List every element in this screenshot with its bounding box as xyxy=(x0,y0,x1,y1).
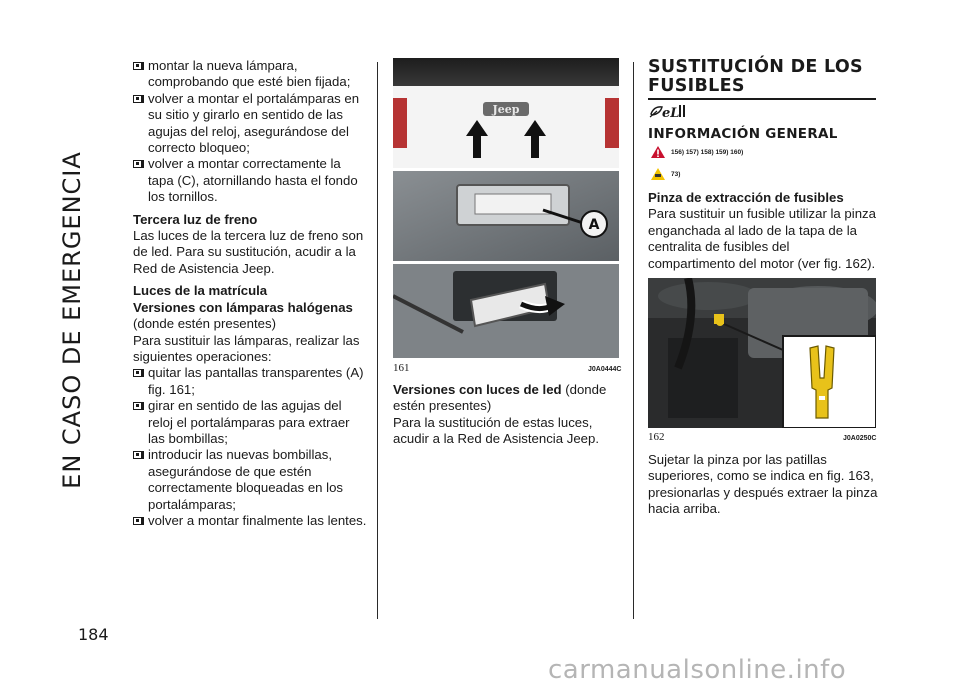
section-title: SUSTITUCIÓN DE LOS FUSIBLES xyxy=(648,58,876,100)
column-3-final-text xyxy=(648,452,878,518)
callout-a-label: A xyxy=(588,217,600,233)
figure-162-photo xyxy=(648,278,876,428)
bullet-icon xyxy=(133,517,144,525)
plate-light-heading: Luces de la matrícula xyxy=(133,283,268,299)
subsection-title: INFORMACIÓN GENERAL xyxy=(648,126,838,142)
figure-162-number: 162 xyxy=(648,431,665,443)
warning-triangle-icon xyxy=(651,146,665,158)
jeep-emblem: Jeep xyxy=(492,103,520,116)
brake-light-heading: Tercera luz de freno xyxy=(133,211,258,227)
list-item: volver a montar correctamente la tapa (C), atornillando hasta el fondo los tornillos. xyxy=(133,156,367,205)
bullet-icon xyxy=(133,160,144,168)
column-1 xyxy=(133,58,367,529)
bullet-icon xyxy=(133,451,144,459)
led-text: Para la sustitución de estas luces, acudir a la Red de Asistencia Jeep. xyxy=(393,414,599,447)
list-item: introducir las nuevas bombillas, asegurándose de que estén correctamente bloqueadas en los portalámparas; xyxy=(133,447,367,513)
bullet-icon xyxy=(133,369,144,377)
halogen-heading: Versiones con lámparas halógenas xyxy=(133,299,353,315)
caution-triangle-icon xyxy=(651,168,665,180)
eco-icon xyxy=(648,102,688,120)
list-item: volver a montar finalmente las lentes. xyxy=(133,513,367,529)
column-divider xyxy=(633,62,634,619)
watermark: carmanualsonline.info xyxy=(548,655,847,685)
figure-161-number: 161 xyxy=(393,362,410,374)
pinza-text: Para sustituir un fusible utilizar la pinza enganchada al lado de la tapa de la centralita de fusibles del compartimento del motor (ver fig. 162). xyxy=(648,206,876,271)
figure-161-photo xyxy=(393,58,619,358)
column-3-text xyxy=(648,190,878,272)
figure-161-code: J0A0444C xyxy=(588,366,622,373)
list-item: volver a montar el portalámparas en su sitio y girarlo en sentido de las agujas del reloj, asegurándose del correcto bloqueo; xyxy=(133,91,367,157)
figure-162-code: J0A0250C xyxy=(843,435,877,442)
warning-refs-row xyxy=(651,146,743,158)
list-item: montar la nueva lámpara, comprobando que esté bien fijada; xyxy=(133,58,367,91)
list-item: girar en sentido de las agujas del reloj el portalámparas para extraer las bombillas; xyxy=(133,398,367,447)
halogen-paragraph: Versiones con lámparas halógenas (donde estén presentes) xyxy=(133,299,353,332)
chapter-side-title: EN CASO DE EMERGENCIA xyxy=(58,151,86,489)
brake-light-text: Las luces de la tercera luz de freno son de led. Para su sustitución, acudir a la Red de Asistencia Jeep. xyxy=(133,228,364,276)
bullet-icon xyxy=(133,62,144,70)
led-paragraph: Versiones con luces de led (donde estén presentes) xyxy=(393,382,607,414)
final-text: Sujetar la pinza por las patillas superiores, como se indica en fig. 163, presionarlas y después extraer la pinza hacia arriba. xyxy=(648,452,878,517)
pinza-heading: Pinza de extracción de fusibles xyxy=(648,190,844,205)
bullet-icon xyxy=(133,402,144,410)
list-item: quitar las pantallas transparentes (A) fig. 161; xyxy=(133,365,367,398)
caution-refs-row xyxy=(651,168,680,180)
page-number: 184 xyxy=(78,625,109,644)
plate-intro: Para sustituir las lámparas, realizar las siguientes operaciones: xyxy=(133,332,360,364)
caution-refs: 73) xyxy=(671,170,681,178)
column-divider xyxy=(377,62,378,619)
svg-text:eL: eL xyxy=(662,106,680,120)
bullet-icon xyxy=(133,95,144,103)
led-heading: Versiones con luces de led xyxy=(393,382,562,397)
warning-refs: 156) 157) 158) 159) 160) xyxy=(671,148,744,156)
column-2-text xyxy=(393,382,627,448)
